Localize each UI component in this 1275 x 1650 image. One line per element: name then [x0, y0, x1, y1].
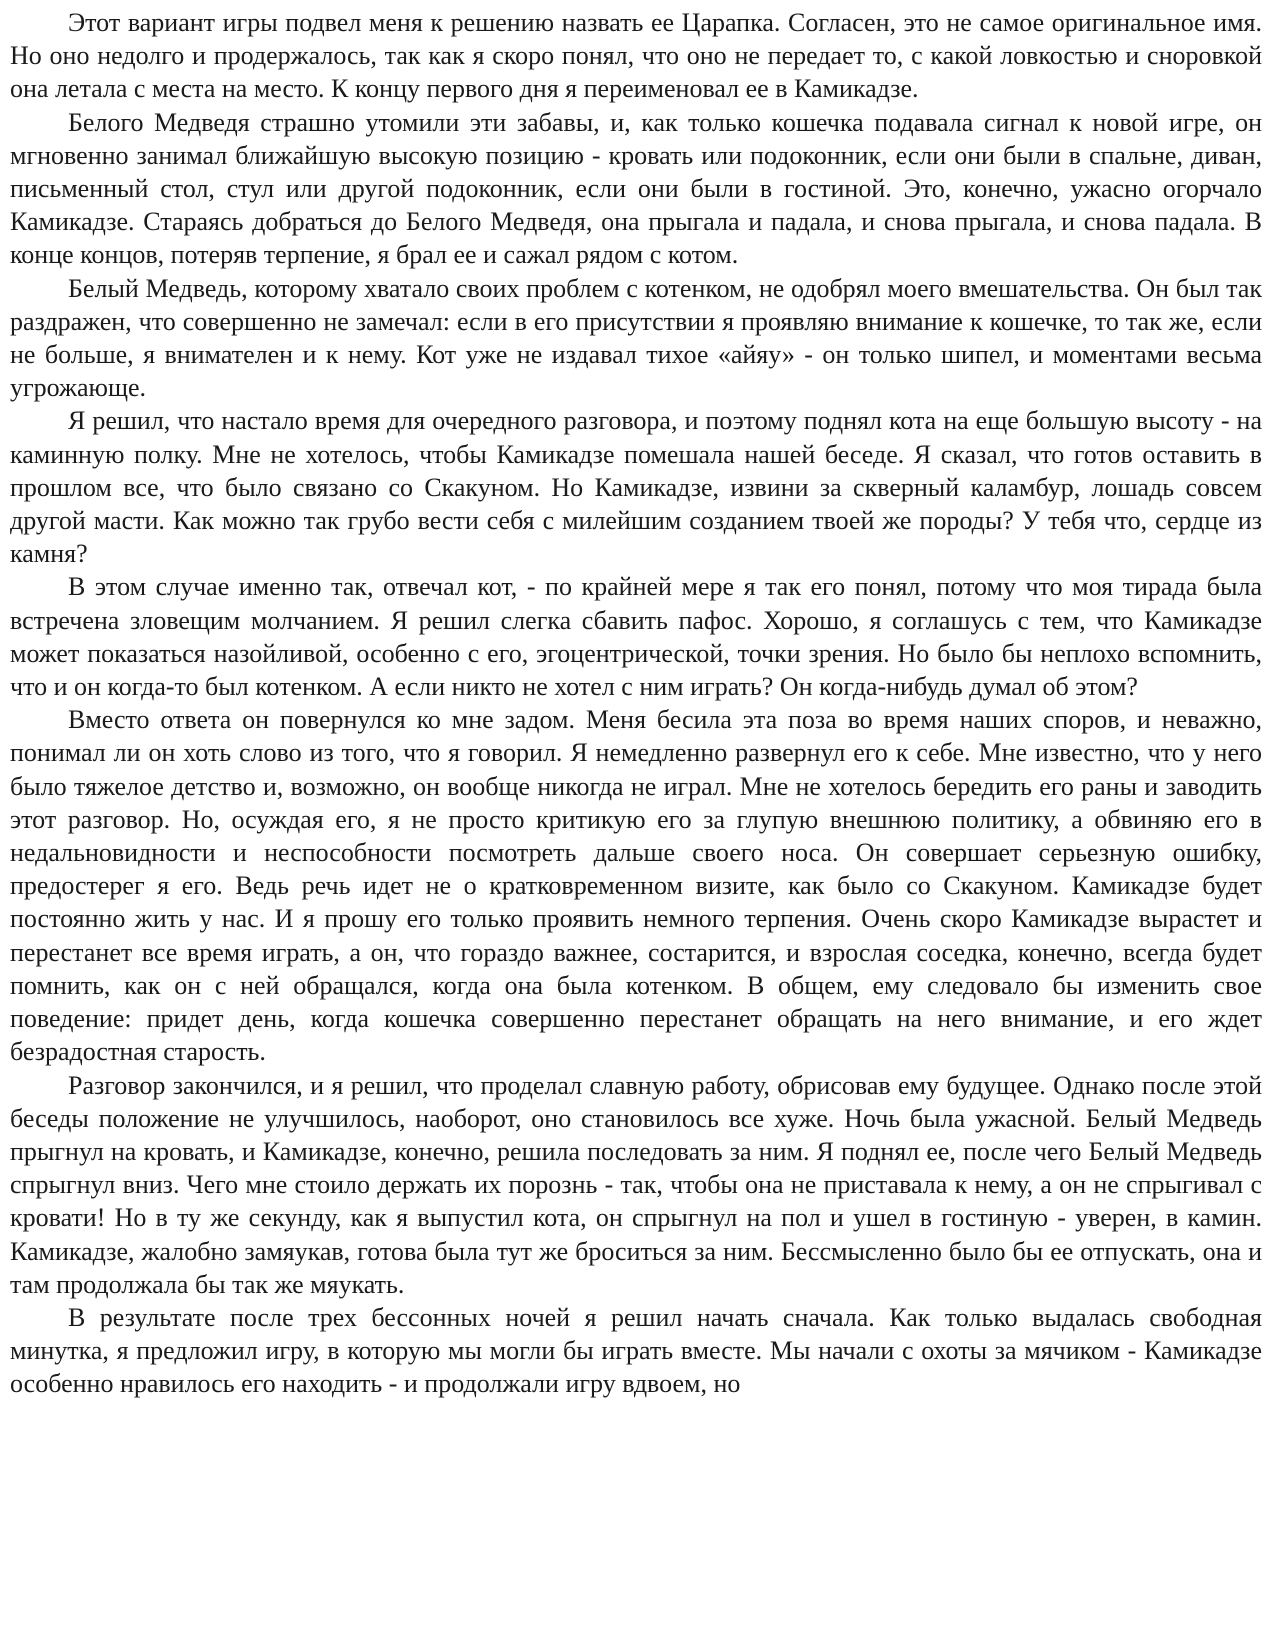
paragraph-1: Этот вариант игры подвел меня к решению назвать ее Царапка. Согласен, это не самое оригинальное имя. Но оно недолго и продержалось, так как я скоро понял, что оно не передает то, с какой ловкостью и сноровкой она летала с места на место. К концу первого дня я переименовал ее в Камикадзе.	[10, 8, 1262, 104]
paragraph-6: Вместо ответа он повернулся ко мне задом. Меня бесила эта поза во время наших споров, и неважно, понимал ли он хоть слово из того, что я говорил. Я немедленно развернул его к себе. Мне известно, что у него было тяжелое детство и, возможно, он вообще никогда не играл. Мне не хотелось бередить его раны и заводить этот разговор. Но, осуждая его, я не просто критикую его за глупую внешнюю политику, а обвиняю его в недальновидности и неспособности посмотреть дальше своего носа. Он совершает серьезную ошибку, предостерег я его. Ведь речь идет не о кратковременном визите, как было со Скакуном. Камикадзе будет постоянно жить у нас. И я прошу его только проявить немного терпения. Очень скоро Камикадзе вырастет и перестанет все время играть, а он, что гораздо важнее, состарится, и взрослая соседка, конечно, всегда будет помнить, как он с ней обращался, когда она была котенком. В общем, ему следовало бы изменить свое поведение: придет день, когда кошечка совершенно перестанет обращать на него внимание, и его ждет безрадостная старость.	[10, 705, 1262, 1067]
paragraph-2: Белого Медведя страшно утомили эти забавы, и, как только кошечка подавала сигнал к новой игре, он мгновенно занимал ближайшую высокую позицию - кровать или подоконник, если они были в спальне, диван, письменный стол, стул или другой подоконник, если они были в гостиной. Это, конечно, ужасно огорчало Камикадзе. Стараясь добраться до Белого Медведя, она прыгала и падала, и снова прыгала, и снова падала. В конце концов, потеряв терпение, я брал ее и сажал рядом с котом.	[10, 107, 1262, 270]
paragraph-3: Белый Медведь, которому хватало своих проблем с котенком, не одобрял моего вмешательства. Он был так раздражен, что совершенно не замечал: если в его присутствии я проявляю внимание к кошечке, то так же, если не больше, я внимателен и к нему. Кот уже не издавал тихое «айяу» - он только шипел, и моментами весьма угрожающе.	[10, 273, 1262, 403]
paragraph-8: В результате после трех бессонных ночей я решил начать сначала. Как только выдалась свободная минутка, я предложил игру, в которую мы могли бы играть вместе. Мы начали с охоты за мячиком - Камикадзе особенно нравилось его находить - и продолжали игру вдвоем, но	[10, 1302, 1262, 1399]
paragraph-7: Разговор закончился, и я решил, что проделал славную работу, обрисовав ему будущее. Однако после этой беседы положение не улучшилось, наоборот, оно становилось все хуже. Ночь была ужасной. Белый Медведь прыгнул на кровать, и Камикадзе, конечно, решила последовать за ним. Я поднял ее, после чего Белый Медведь спрыгнул вниз. Чего мне стоило держать их порознь - так, чтобы она не приставала к нему, а он не спрыгивал с кровати! Но в ту же секунду, как я выпустил кота, он спрыгнул на пол и ушел в гостиную - уверен, в камин. Камикадзе, жалобно замяукав, готова была тут же броситься за ним. Бессмысленно было бы ее отпускать, она и там продолжала бы так же мяукать.	[10, 1070, 1262, 1299]
paragraph-5: В этом случае именно так, отвечал кот, - по крайней мере я так его понял, потому что моя тирада была встречена зловещим молчанием. Я решил слегка сбавить пафос. Хорошо, я соглашусь с тем, что Камикадзе может показаться назойливой, особенно с его, эгоцентрической, точки зрения. Но было бы неплохо вспомнить, что и он когда-то был котенком. А если никто не хотел с ним играть? Он когда-нибудь думал об этом?	[10, 572, 1262, 702]
paragraph-4: Я решил, что настало время для очередного разговора, и поэтому поднял кота на еще большую высоту - на каминную полку. Мне не хотелось, чтобы Камикадзе помешала нашей беседе. Я сказал, что готов оставить в прошлом все, что было связано со Скакуном. Но Камикадзе, извини за скверный каламбур, лошадь совсем другой масти. Как можно так грубо вести себя с милейшим созданием твоей же породы? У тебя что, сердце из камня?	[10, 406, 1262, 569]
document-page	[10, 6, 1262, 1401]
